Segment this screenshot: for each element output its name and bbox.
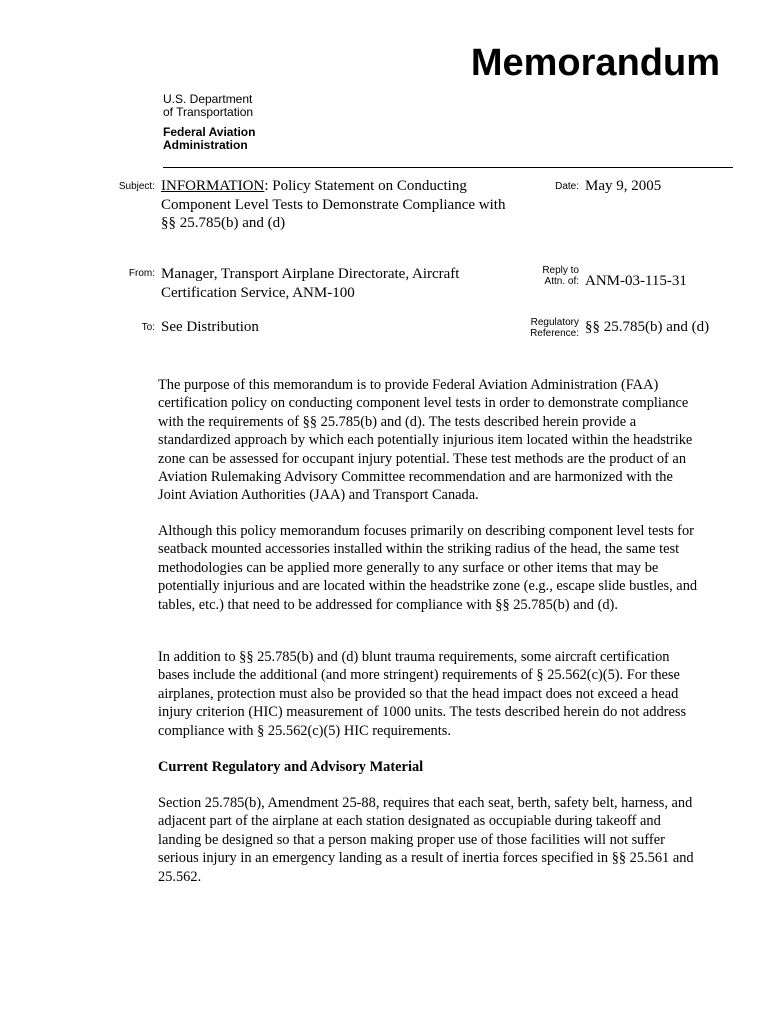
to-label: To:	[141, 322, 155, 333]
department-line-2: of Transportation	[163, 105, 254, 119]
subject-keyword: INFORMATION	[161, 178, 265, 194]
agency-block	[163, 93, 255, 152]
body-paragraph-3: In addition to §§ 25.785(b) and (d) blunt trauma requirements, some aircraft certification bases include the additional (and more stringent) requirements of § 25.562(c)(5). For these airplanes, protection must also be provided so that the head impact does not exceed a head injury criterion (HIC) measurement of 1000 units. The tests described herein do not address compliance with § 25.562(c)(5) HIC requirements.	[158, 649, 687, 739]
subject-value	[161, 177, 505, 233]
subject-line-1: : Policy Statement on Conducting	[264, 178, 467, 194]
date-value: May 9, 2005	[585, 178, 662, 194]
department-line-1: U.S. Department	[163, 92, 253, 106]
regulatory-reference-label-line-1: Regulatory	[530, 317, 579, 328]
body-paragraph-2: Although this policy memorandum focuses primarily on describing component level tests for seatback mounted accessories installed within the striking radius of the head, the same test methodologies can be applied more generally to any surface or other items that may be potentially injurious and are located within the headstrike zone (e.g., escape slide bustles, and tables, etc.) that need to be addressed for compliance with §§ 25.785(b) and (d).	[158, 523, 698, 613]
from-value	[161, 265, 459, 302]
agency-line-1: Federal Aviation	[163, 125, 256, 139]
from-label: From:	[128, 268, 155, 279]
reply-to-label	[542, 265, 579, 287]
regulatory-reference-value: §§ 25.785(b) and (d)	[585, 319, 710, 335]
subject-label: Subject:	[118, 181, 155, 192]
subject-line-2: Component Level Tests to Demonstrate Compliance with	[161, 196, 506, 213]
section-heading: Current Regulatory and Advisory Material	[158, 759, 424, 775]
subject-line-3: §§ 25.785(b) and (d)	[161, 215, 286, 231]
to-value: See Distribution	[161, 319, 259, 335]
memo-title: Memorandum	[470, 42, 720, 84]
header-divider	[163, 167, 733, 168]
reply-to-label-line-1: Reply to	[542, 265, 579, 276]
reply-to-value: ANM-03-115-31	[585, 273, 687, 289]
date-label: Date:	[555, 181, 579, 192]
regulatory-reference-label-line-2: Reference:	[530, 328, 579, 339]
body-paragraph-1: The purpose of this memorandum is to provide Federal Aviation Administration (FAA) certification policy on conducting component level tests in order to demonstrate compliance with the requirements of §§ 25.785(b) and (d). The tests described herein provide a standardized approach by which each potentially injurious item located within the headstrike zone can be assessed for occupant injury potential. These test methods are the product of an Aviation Rulemaking Advisory Committee recommendation and are harmonized with the Joint Aviation Authorities (JAA) and Transport Canada.	[158, 377, 693, 504]
body-paragraph-4: Section 25.785(b), Amendment 25-88, requires that each seat, berth, safety belt, harness, and adjacent part of the airplane at each station designated as occupiable during takeoff and landing be designed so that a person making proper use of those facilities will not suffer serious injury in an emergency landing as a result of inertia forces specified in §§ 25.561 and 25.562.	[158, 795, 694, 885]
agency-line-2: Administration	[163, 138, 248, 152]
from-line-1: Manager, Transport Airplane Directorate, Aircraft	[161, 266, 460, 282]
reply-to-label-line-2: Attn. of:	[544, 276, 579, 287]
from-line-2: Certification Service, ANM-100	[161, 284, 355, 301]
regulatory-reference-label	[530, 317, 579, 339]
